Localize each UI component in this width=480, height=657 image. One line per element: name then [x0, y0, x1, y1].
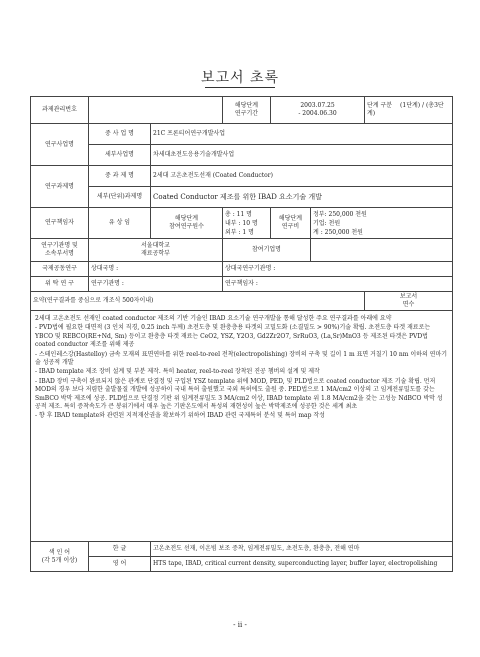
funds-company: 기업: 천원: [313, 219, 341, 227]
coop-label: 국제공동연구: [31, 262, 89, 277]
researchers-label: 해당단계 참여연구원수: [151, 208, 223, 239]
consign-pi: 연구책임자 :: [223, 277, 453, 292]
summary-line: - 향 후 IBAD template와 관련된 지적재산권을 확보하기 위하여 IBAD 관련 국제특허 분석 및 특허 map 작성: [35, 412, 325, 420]
funds-gov: 정부: 250,000 천원: [313, 210, 367, 218]
project-label: 연구과제명: [31, 166, 89, 208]
row-detail-project: [31, 187, 453, 208]
institution-value: 서울대학교 재료공학부: [89, 239, 223, 262]
pi-name: 유 상 임: [89, 208, 151, 239]
program-label: 연구사업명: [31, 124, 89, 166]
detail-project-value: Coated Conductor 제조를 위한 IBAD 요소기술 개발: [151, 187, 453, 208]
detail-project-label: 세부(단위)과제명: [89, 187, 151, 208]
summary-line: - 스테인레스강(Hastelloy) 금속 모재의 표면연마를 위한 reel-to-reel 전착(electropolishing) 장비의 구축 및 길이 1 m 표면 거칠기 10 nm 이하의 연마기술 성공적 개발: [35, 350, 448, 367]
row-summary: [31, 311, 453, 542]
researchers-counts: [223, 208, 271, 239]
pi-label: 연구책임자: [31, 208, 89, 239]
period-value: 2003.07.25 - 2004.06.30: [271, 97, 365, 124]
main-project-value: 2세대 고온초전도선재 (Coated Conductor): [151, 166, 453, 187]
sub-program-value: 차세대초전도응용기술개발사업: [151, 145, 453, 166]
period-label: 해당단계 연구기간: [223, 97, 271, 124]
kw-korean-label: 한 글: [89, 542, 151, 557]
kw-korean-value: 고온초전도 선재, 이온빔 보조 증착, 임계전류밀도, 초전도층, 완충층, 전해 연마: [151, 542, 453, 557]
pages-label: 보고서 면수: [365, 292, 453, 311]
abstract-form-table: [30, 96, 453, 572]
funds-values: [311, 208, 453, 239]
summary-line: - IBAD template 제조 장비 설계 및 부분 제작. 특히 heater, reel-to-reel 장착된 진공 챔버의 설계 및 제작: [35, 368, 320, 376]
row-main-program: [31, 124, 453, 145]
consign-label: 위 탁 연 구: [31, 277, 89, 292]
stage-cell: [365, 97, 453, 124]
row-sub-program: [31, 145, 453, 166]
row-institution: [31, 239, 453, 262]
stage-value: (1단계) / (총3단계): [367, 102, 444, 117]
main-program-value: 21C 프론티어연구개발사업: [151, 124, 453, 145]
researchers-external: 외부 : 1 명: [225, 228, 254, 236]
row-keywords-english: [31, 557, 453, 572]
company-label: 참여기업명: [223, 239, 311, 262]
task-id-value: [89, 97, 223, 124]
row-pi: [31, 208, 453, 239]
main-project-label: 중 과 제 명: [89, 166, 151, 187]
sub-program-label: 세부사업명: [89, 145, 151, 166]
company-value: [311, 239, 453, 262]
researchers-total: 총 : 11 명: [225, 210, 252, 218]
report-title: 보고서 초록: [200, 70, 280, 86]
coop-partner-country: 상대국명 :: [89, 262, 223, 277]
task-id-label: 과제관리번호: [31, 97, 89, 124]
summary-body: [31, 311, 453, 542]
main-program-label: 중 사 업 명: [89, 124, 151, 145]
funds-label: 해당단계 연구비: [271, 208, 311, 239]
stage-label: 단계 구분: [367, 102, 393, 109]
summary-line: 2세대 고온초전도 선재인 coated conductor 제조의 기반 기술인 IBAD 요소기술 연구개발을 통해 달성한 주요 연구결과를 아래에 요약: [35, 315, 392, 322]
title-underline: [205, 87, 275, 88]
keywords-label: 색 인 어 (각 5개 이상): [31, 542, 89, 572]
row-main-project: [31, 166, 453, 187]
row-coop: [31, 262, 453, 277]
summary-line: - PVD법에 필요한 대면적 (3 인치 직경, 0.25 inch 두께) 초전도층 및 완충층용 타겟의 고밀도화 (소결밀도 > 90%)기술 확립. 초전도층 타겟 재료로는 YBCO 및 REBCO(RE+Nd, Sm) 등이고 완충층 타겟 재료는 CeO2, YSZ, Y2O3, Gd2Zr2O7, SrRuO3, (La,Sr)MnO3 등 제조된 타겟은 PVD법 coated conductor 제조를 위해 제공: [35, 324, 431, 349]
abstract-label: 요약(연구결과를 중심으로 개조식 500자이내): [31, 292, 365, 311]
page-number: - ii -: [233, 621, 247, 629]
researchers-internal: 내부 : 10 명: [225, 219, 258, 227]
institution-label: 연구기관명 및 소속부서명: [31, 239, 89, 262]
summary-line: - IBAD 장비 구축이 완료되지 않은 관계로 단결정 및 구입된 YSZ template 위에 MOD, PED, 및 PLD법으로 coated conductor 제조 기술 확립. 먼저 MOD의 경우 보다 저렴한 출발물질 개발에 성공하이 국내 특허 출원했고 국외 특허에도 출원 중. PED법으로 1 MA/cm2 이상의 고 임계전류밀도를 갖는SmBCO 박막 제조에 성공. PLD법으로 단결정 기판 위 임계전류밀도 3 MA/cm2 이상, IBAD template 위 1.8 MA/cm2을 갖는 고성능 NdBCO 박막 성공적 제조. 특히 증착속도가 큰 봉위기에서 매우 높은 기판온도에서 특성의 재현성이 높은 박막제조에 성공한 것은 세계 최초: [35, 377, 443, 411]
consign-org: 연구기관명 :: [89, 277, 223, 292]
row-task-id: [31, 97, 453, 124]
row-consign: [31, 277, 453, 292]
kw-english-label: 영 어: [89, 557, 151, 572]
kw-english-value: HTS tape, IBAD, critical current density, superconducting layer, buffer layer, electropolishing: [151, 557, 453, 572]
row-abstract-header: [31, 292, 453, 311]
funds-total: 계 : 250,000 천원: [313, 228, 363, 236]
row-keywords-korean: [31, 542, 453, 557]
coop-partner-org: 상대국연구기관명 :: [223, 262, 453, 277]
